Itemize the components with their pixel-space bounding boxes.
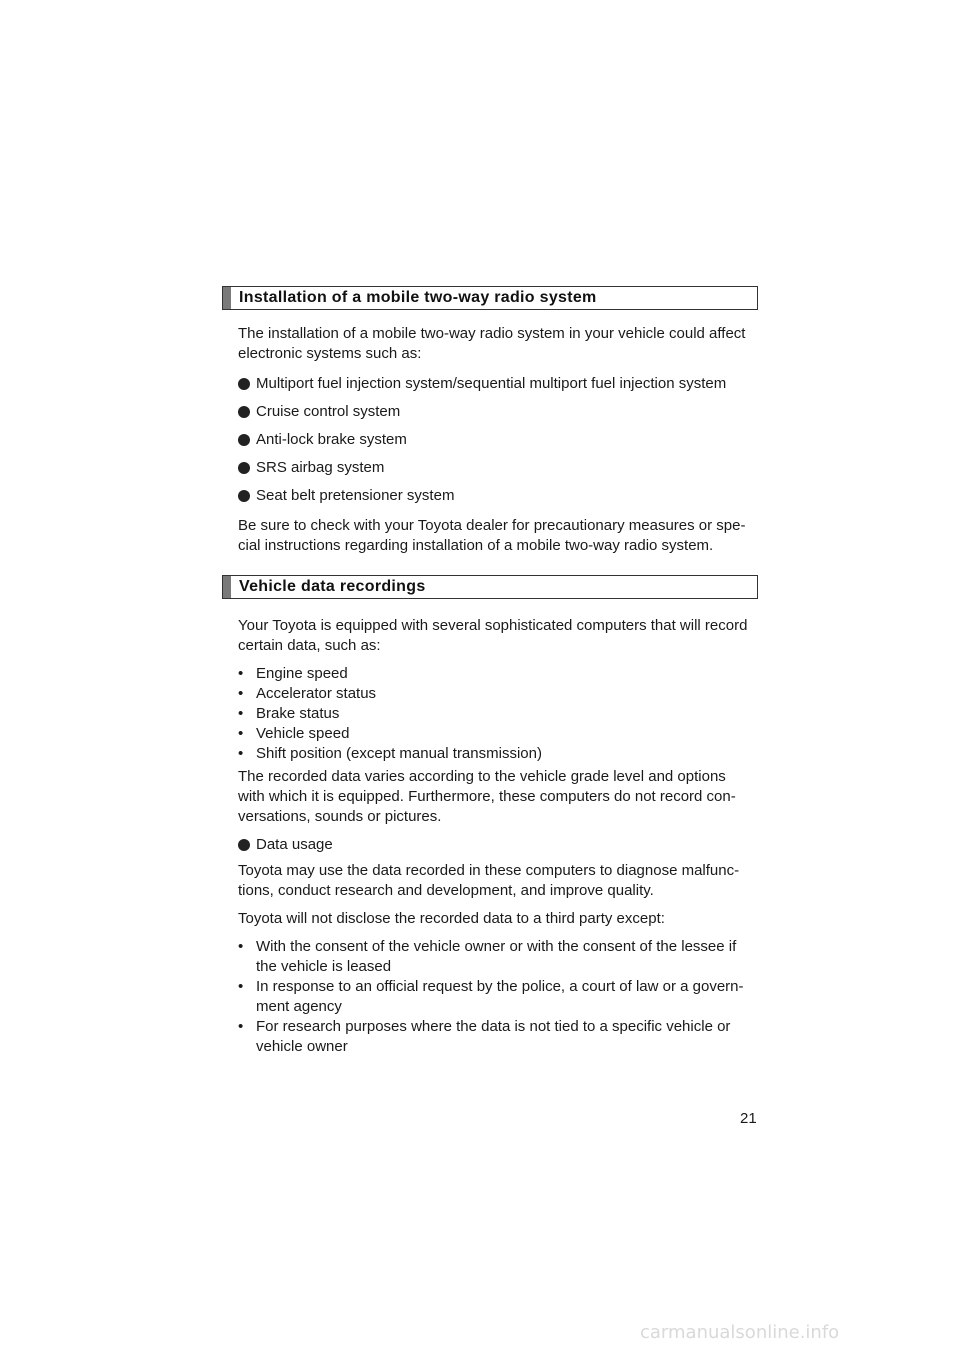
paragraph-line: The installation of a mobile two-way radio system in your vehicle could affect: [238, 325, 746, 342]
section-title: Vehicle data recordings: [239, 578, 426, 595]
bullet-dot-icon: [238, 434, 250, 446]
list-item-text: Brake status: [256, 705, 340, 722]
list-item-text: With the consent of the vehicle owner or with the consent of the lessee if: [256, 938, 737, 955]
paragraph-line: Be sure to check with your Toyota dealer for precautionary measures or spe-: [238, 517, 746, 534]
section-header-data: [222, 575, 758, 599]
bullet-mark: •: [238, 745, 244, 762]
list-item-text: ment agency: [256, 998, 342, 1015]
list-item-text: Cruise control system: [256, 403, 401, 420]
list-item: [238, 374, 758, 394]
list-item-text: SRS airbag system: [256, 459, 385, 476]
list-item-text: In response to an official request by the police, a court of law or a govern-: [256, 978, 744, 995]
paragraph-line: Toyota may use the data recorded in these computers to diagnose malfunc-: [238, 862, 740, 879]
list-item-text: Data usage: [256, 836, 333, 853]
page-number: 21: [740, 1110, 757, 1127]
list-item: [238, 402, 758, 422]
paragraph-line: certain data, such as:: [238, 637, 381, 654]
header-accent-bar: [223, 576, 231, 598]
list-item-text: Engine speed: [256, 665, 348, 682]
bullet-dot-icon: [238, 839, 250, 851]
bullet-dot-icon: [238, 406, 250, 418]
bullet-mark: •: [238, 705, 244, 722]
section-header-radio: [222, 286, 758, 310]
list-item-text: Multiport fuel injection system/sequential multiport fuel injection system: [256, 375, 727, 392]
paragraph-line: Your Toyota is equipped with several sophisticated computers that will record: [238, 617, 748, 634]
header-accent-bar: [223, 287, 231, 309]
paragraph-line: tions, conduct research and development, and improve quality.: [238, 882, 654, 899]
list-item-text: vehicle owner: [256, 1038, 348, 1055]
bullet-dot-icon: [238, 462, 250, 474]
list-item: [238, 835, 758, 855]
list-item-text: Accelerator status: [256, 685, 377, 702]
bullet-mark: •: [238, 685, 244, 702]
paragraph-line: versations, sounds or pictures.: [238, 808, 442, 825]
list-item-text: Seat belt pretensioner system: [256, 487, 455, 504]
bullet-mark: •: [238, 978, 244, 995]
list-item: [238, 458, 758, 478]
list-item-text: Shift position (except manual transmission): [256, 745, 542, 762]
bullet-mark: •: [238, 1018, 244, 1035]
bullet-mark: •: [238, 725, 244, 742]
bullet-mark: •: [238, 938, 244, 955]
list-item-text: For research purposes where the data is not tied to a specific vehicle or: [256, 1018, 731, 1035]
list-item-text: the vehicle is leased: [256, 958, 392, 975]
bullet-dot-icon: [238, 490, 250, 502]
list-item: [238, 486, 758, 506]
watermark: carmanualsonline.info: [640, 1322, 840, 1343]
bullet-dot-icon: [238, 378, 250, 390]
paragraph-line: with which it is equipped. Furthermore, these computers do not record con-: [238, 788, 736, 805]
list-item-text: Vehicle speed: [256, 725, 350, 742]
section-title: Installation of a mobile two-way radio system: [239, 289, 597, 306]
list-item-text: Anti-lock brake system: [256, 431, 407, 448]
paragraph-line: The recorded data varies according to the vehicle grade level and options: [238, 768, 726, 785]
paragraph-line: electronic systems such as:: [238, 345, 422, 362]
paragraph-line: Toyota will not disclose the recorded data to a third party except:: [238, 910, 665, 927]
bullet-mark: •: [238, 665, 244, 682]
paragraph-line: cial instructions regarding installation of a mobile two-way radio system.: [238, 537, 714, 554]
list-item: [238, 430, 758, 450]
